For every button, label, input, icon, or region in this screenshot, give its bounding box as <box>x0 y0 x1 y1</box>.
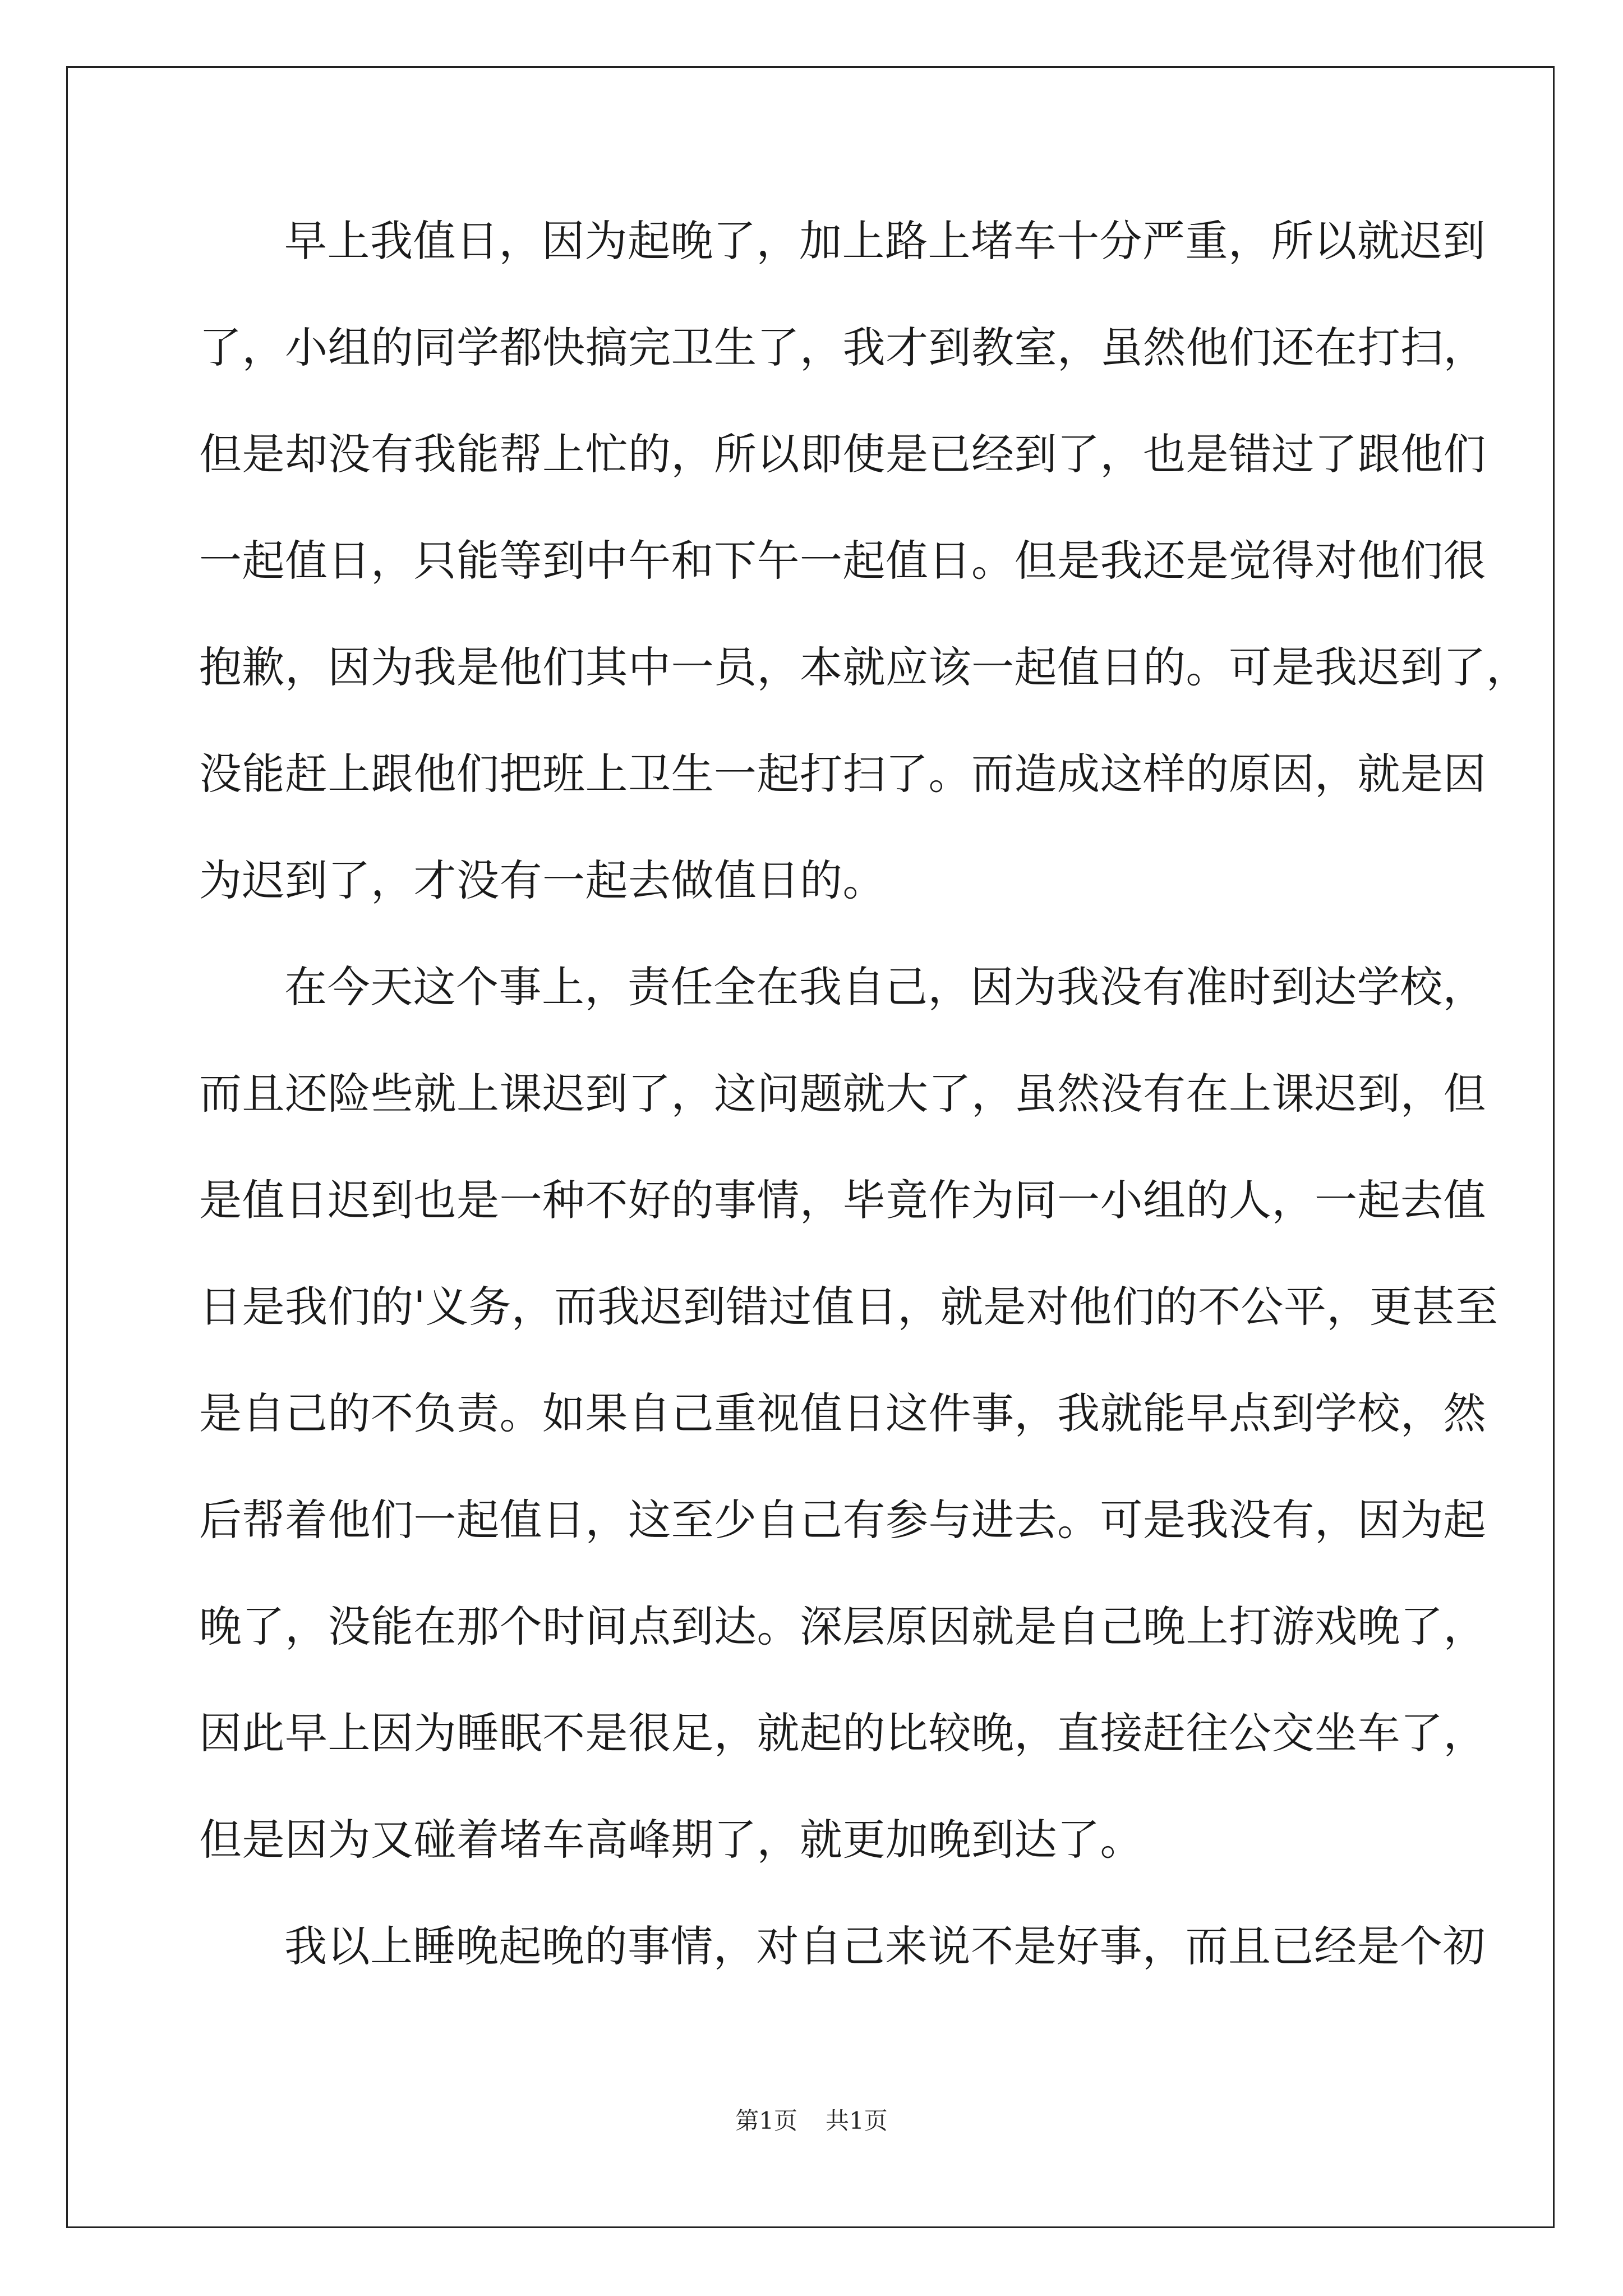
text-line: 是值日迟到也是一种不好的事情，毕竟作为同一小组的人，一起去值 <box>199 1175 1486 1225</box>
text-line: 为迟到了，才没有一起去做值日的。 <box>199 855 886 905</box>
text-line: 是自己的不负责。如果自己重视值日这件事，我就能早点到学校，然 <box>199 1388 1486 1438</box>
text-line: 但是因为又碰着堵车高峰期了，就更加晚到达了。 <box>199 1815 1143 1865</box>
text-line: 日是我们的'义务，而我迟到错过值日，就是对他们的不公平，更甚至 <box>199 1282 1498 1332</box>
text-line: 因此早上因为睡眠不是很足，就起的比较晚，直接赶往公交坐车了， <box>199 1708 1486 1758</box>
text-line: 我以上睡晚起晚的事情，对自己来说不是好事，而且已经是个初 <box>284 1921 1486 1971</box>
text-line: 晚了，没能在那个时间点到达。深层原因就是自己晚上打游戏晚了， <box>199 1602 1486 1651</box>
text-line: 没能赶上跟他们把班上卫生一起打扫了。而造成这样的原因，就是因 <box>199 749 1486 799</box>
text-line: 了，小组的同学都快搞完卫生了，我才到教室，虽然他们还在打扫， <box>199 323 1486 372</box>
document-body <box>199 216 1529 2032</box>
text-line: 后帮着他们一起值日，这至少自己有参与进去。可是我没有，因为起 <box>199 1495 1486 1545</box>
text-line: 但是却没有我能帮上忙的，所以即使是已经到了，也是错过了跟他们 <box>199 429 1486 479</box>
text-line: 抱歉，因为我是他们其中一员，本就应该一起值日的。可是我迟到了， <box>199 642 1529 692</box>
total-pages: 共1页 <box>826 2107 888 2134</box>
text-line: 早上我值日，因为起晚了，加上路上堵车十分严重，所以就迟到 <box>284 216 1486 266</box>
page-number: 第1页 <box>735 2107 797 2134</box>
text-line: 而且还险些就上课迟到了，这问题就大了，虽然没有在上课迟到，但 <box>199 1069 1486 1119</box>
text-line: 一起值日，只能等到中午和下午一起值日。但是我还是觉得对他们很 <box>199 536 1486 586</box>
page-footer <box>0 2102 1623 2136</box>
text-line: 在今天这个事上，责任全在我自己，因为我没有准时到达学校， <box>284 962 1486 1012</box>
